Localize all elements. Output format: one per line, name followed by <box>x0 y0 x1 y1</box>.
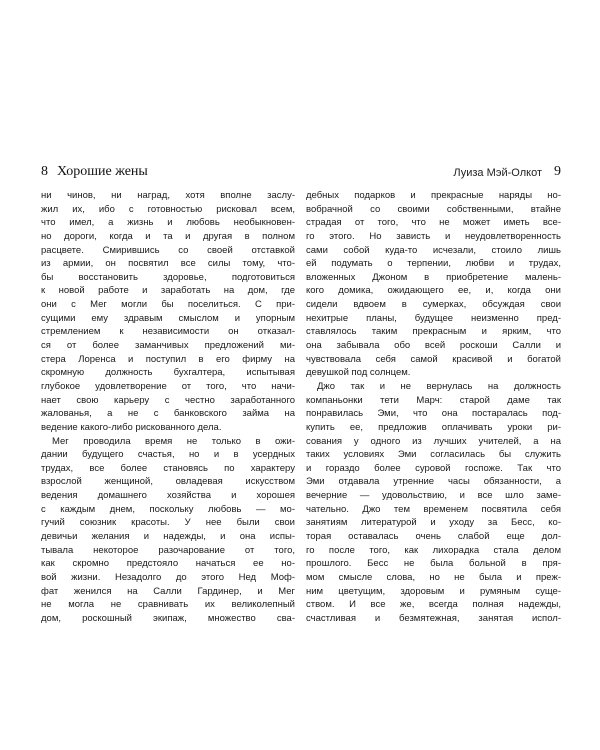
paragraph-first-line: Мег проводила время не только в ожи- <box>52 435 295 447</box>
text-line: и гораздо более суровой госпоже. Так что <box>306 462 561 474</box>
text-line: кого домика, ожидающего ее, и, когда они <box>306 285 561 297</box>
text-line: чательно. Джо тем временем посвятила себя <box>306 503 561 515</box>
page-number: 9 <box>554 164 561 179</box>
text-line: купить ее, предложив оплачивать уроки ри- <box>306 421 561 433</box>
text-line: трудах, все более становясь по характеру <box>41 462 295 474</box>
text-line: она забывала обо всей роскоши Салли и <box>306 340 561 352</box>
text-line: девичьи желания и надежды, и она испы- <box>41 531 295 543</box>
text-line: сования у одного из лучших учителей, а на <box>306 435 561 447</box>
text-line: бы восстановить здоровье, подготовиться <box>41 271 295 283</box>
text-line: вечерние — удовольствию, и все шло заме- <box>306 490 561 502</box>
text-line: с каждым днем, поскольку любовь — мо- <box>41 503 295 515</box>
text-line: фат женился на Салли Гардинер, и Мег <box>41 585 295 597</box>
text-line: из армии, он посвятил все силы тому, что- <box>41 258 295 270</box>
text-line: девушкой под солнцем. <box>306 367 411 379</box>
paragraph-first-line: Джо так и не вернулась на должность <box>317 380 561 392</box>
text-line: ством. И все же, всегда полная надежды, <box>306 599 561 611</box>
text-line: дании будущего счастья, но и в усердных <box>41 449 295 461</box>
text-line: но дороги, когда и та и другая в полном <box>41 230 295 242</box>
text-line: ним цветущим, здоровым и румяным суще- <box>306 585 561 597</box>
text-line: стера Лоренса и поступил в его фирму на <box>41 353 295 365</box>
text-line: тывала некоторое разочарование от того, <box>41 544 295 556</box>
text-line: сами собой куда-то исчезали, стоило лишь <box>306 244 561 256</box>
text-line: занятиям литературой и уходу за Бесс, ко- <box>306 517 561 529</box>
text-line: го после того, как лихорадка стала делом <box>306 544 561 556</box>
text-line: к новой работе и заработать на дом, где <box>41 285 295 297</box>
text-line: вобрачной со своими собственными, втайне <box>306 203 561 215</box>
text-line: жалованья, а не с банковского займа на <box>41 408 295 420</box>
text-line: счастливая и безмятежная, занятая испол- <box>306 612 561 624</box>
text-line: страдая от того, что не может иметь все- <box>306 217 561 229</box>
text-line: го этого. Но зависть и неудовлетворенность <box>306 230 561 242</box>
book-title: Хорошие жены <box>57 164 148 179</box>
text-line: что имел, а жизнь и любовь необыкновен- <box>41 217 295 229</box>
text-line: ей подумать о терпении, любви и трудах, <box>306 258 561 270</box>
text-line: глубокое удовлетворение от того, что начи- <box>41 380 295 392</box>
text-line: чувствовала себя самой красивой и богатой <box>306 353 561 365</box>
left-running-head <box>41 163 295 189</box>
right-body-text <box>306 189 561 626</box>
text-line: сидели вдвоем в сумерках, обсуждая свои <box>306 299 561 311</box>
text-line: сущими ему здравым смыслом и упорным <box>41 312 295 324</box>
text-line: ни чинов, ни наград, хотя вполне заслу- <box>41 190 295 201</box>
text-line: скромную должность бухгалтера, испытывая <box>41 367 295 379</box>
text-line: мом смысле слова, но не была и преж- <box>306 571 561 583</box>
right-running-head <box>306 163 561 189</box>
text-line: Эми отдавала утренние часы обязанности, а <box>306 476 561 488</box>
left-body-text <box>41 189 295 626</box>
text-line: жил их, ибо с готовностью рисковал всем, <box>41 203 295 215</box>
text-line: прошлого. Бесс не была больной в пря- <box>306 558 561 570</box>
text-line: дом, роскошный экипаж, множество сва- <box>41 612 295 624</box>
text-line: дебных подарков и прекрасные наряды но- <box>306 190 561 201</box>
text-line: ся от более заманчивых предложений ми- <box>41 340 295 352</box>
text-line: расцвете. Смирившись со своей отставкой <box>41 244 295 256</box>
text-line: торая оставалась очень слабой еще дол- <box>306 531 561 543</box>
page-number: 8 <box>41 164 48 179</box>
text-line: нает свою карьеру с честно заработанного <box>41 394 295 406</box>
text-line: ведение какого-либо рискованного дела. <box>41 421 222 433</box>
text-line: как скромно предстояло начаться ее но- <box>41 558 295 570</box>
text-line: ведения домашнего хозяйства и хорошея <box>41 490 295 502</box>
text-line: вой жизни. Незадолго до этого Нед Моф- <box>41 571 295 583</box>
text-line: компаньонки тети Марч: старой даме так <box>306 394 561 406</box>
text-line: гучий союзник красоты. У нее были свои <box>41 517 295 529</box>
text-line: нехитрые планы, будущее неизменно пред- <box>306 312 561 324</box>
right-page <box>306 163 561 626</box>
text-line: вложенных Джоном в приобретение малень- <box>306 271 561 283</box>
text-line: стремлением к независимости он отказал- <box>41 326 295 338</box>
text-line: ставлялось таким прекрасным и ярким, что <box>306 326 561 338</box>
author-name: Луиза Мэй-Олкот <box>453 167 542 179</box>
text-line: взрослой женщиной, овладевая искусством <box>41 476 295 488</box>
text-line: не могла не сравнивать их великолепный <box>41 599 295 611</box>
left-page <box>41 163 295 626</box>
text-line: они с Мег могли бы поселиться. С при- <box>41 299 295 311</box>
text-line: таких условиях Эми согласилась бы служить <box>306 449 561 461</box>
text-line: понравилась Эми, что она постаралась под- <box>306 408 561 420</box>
